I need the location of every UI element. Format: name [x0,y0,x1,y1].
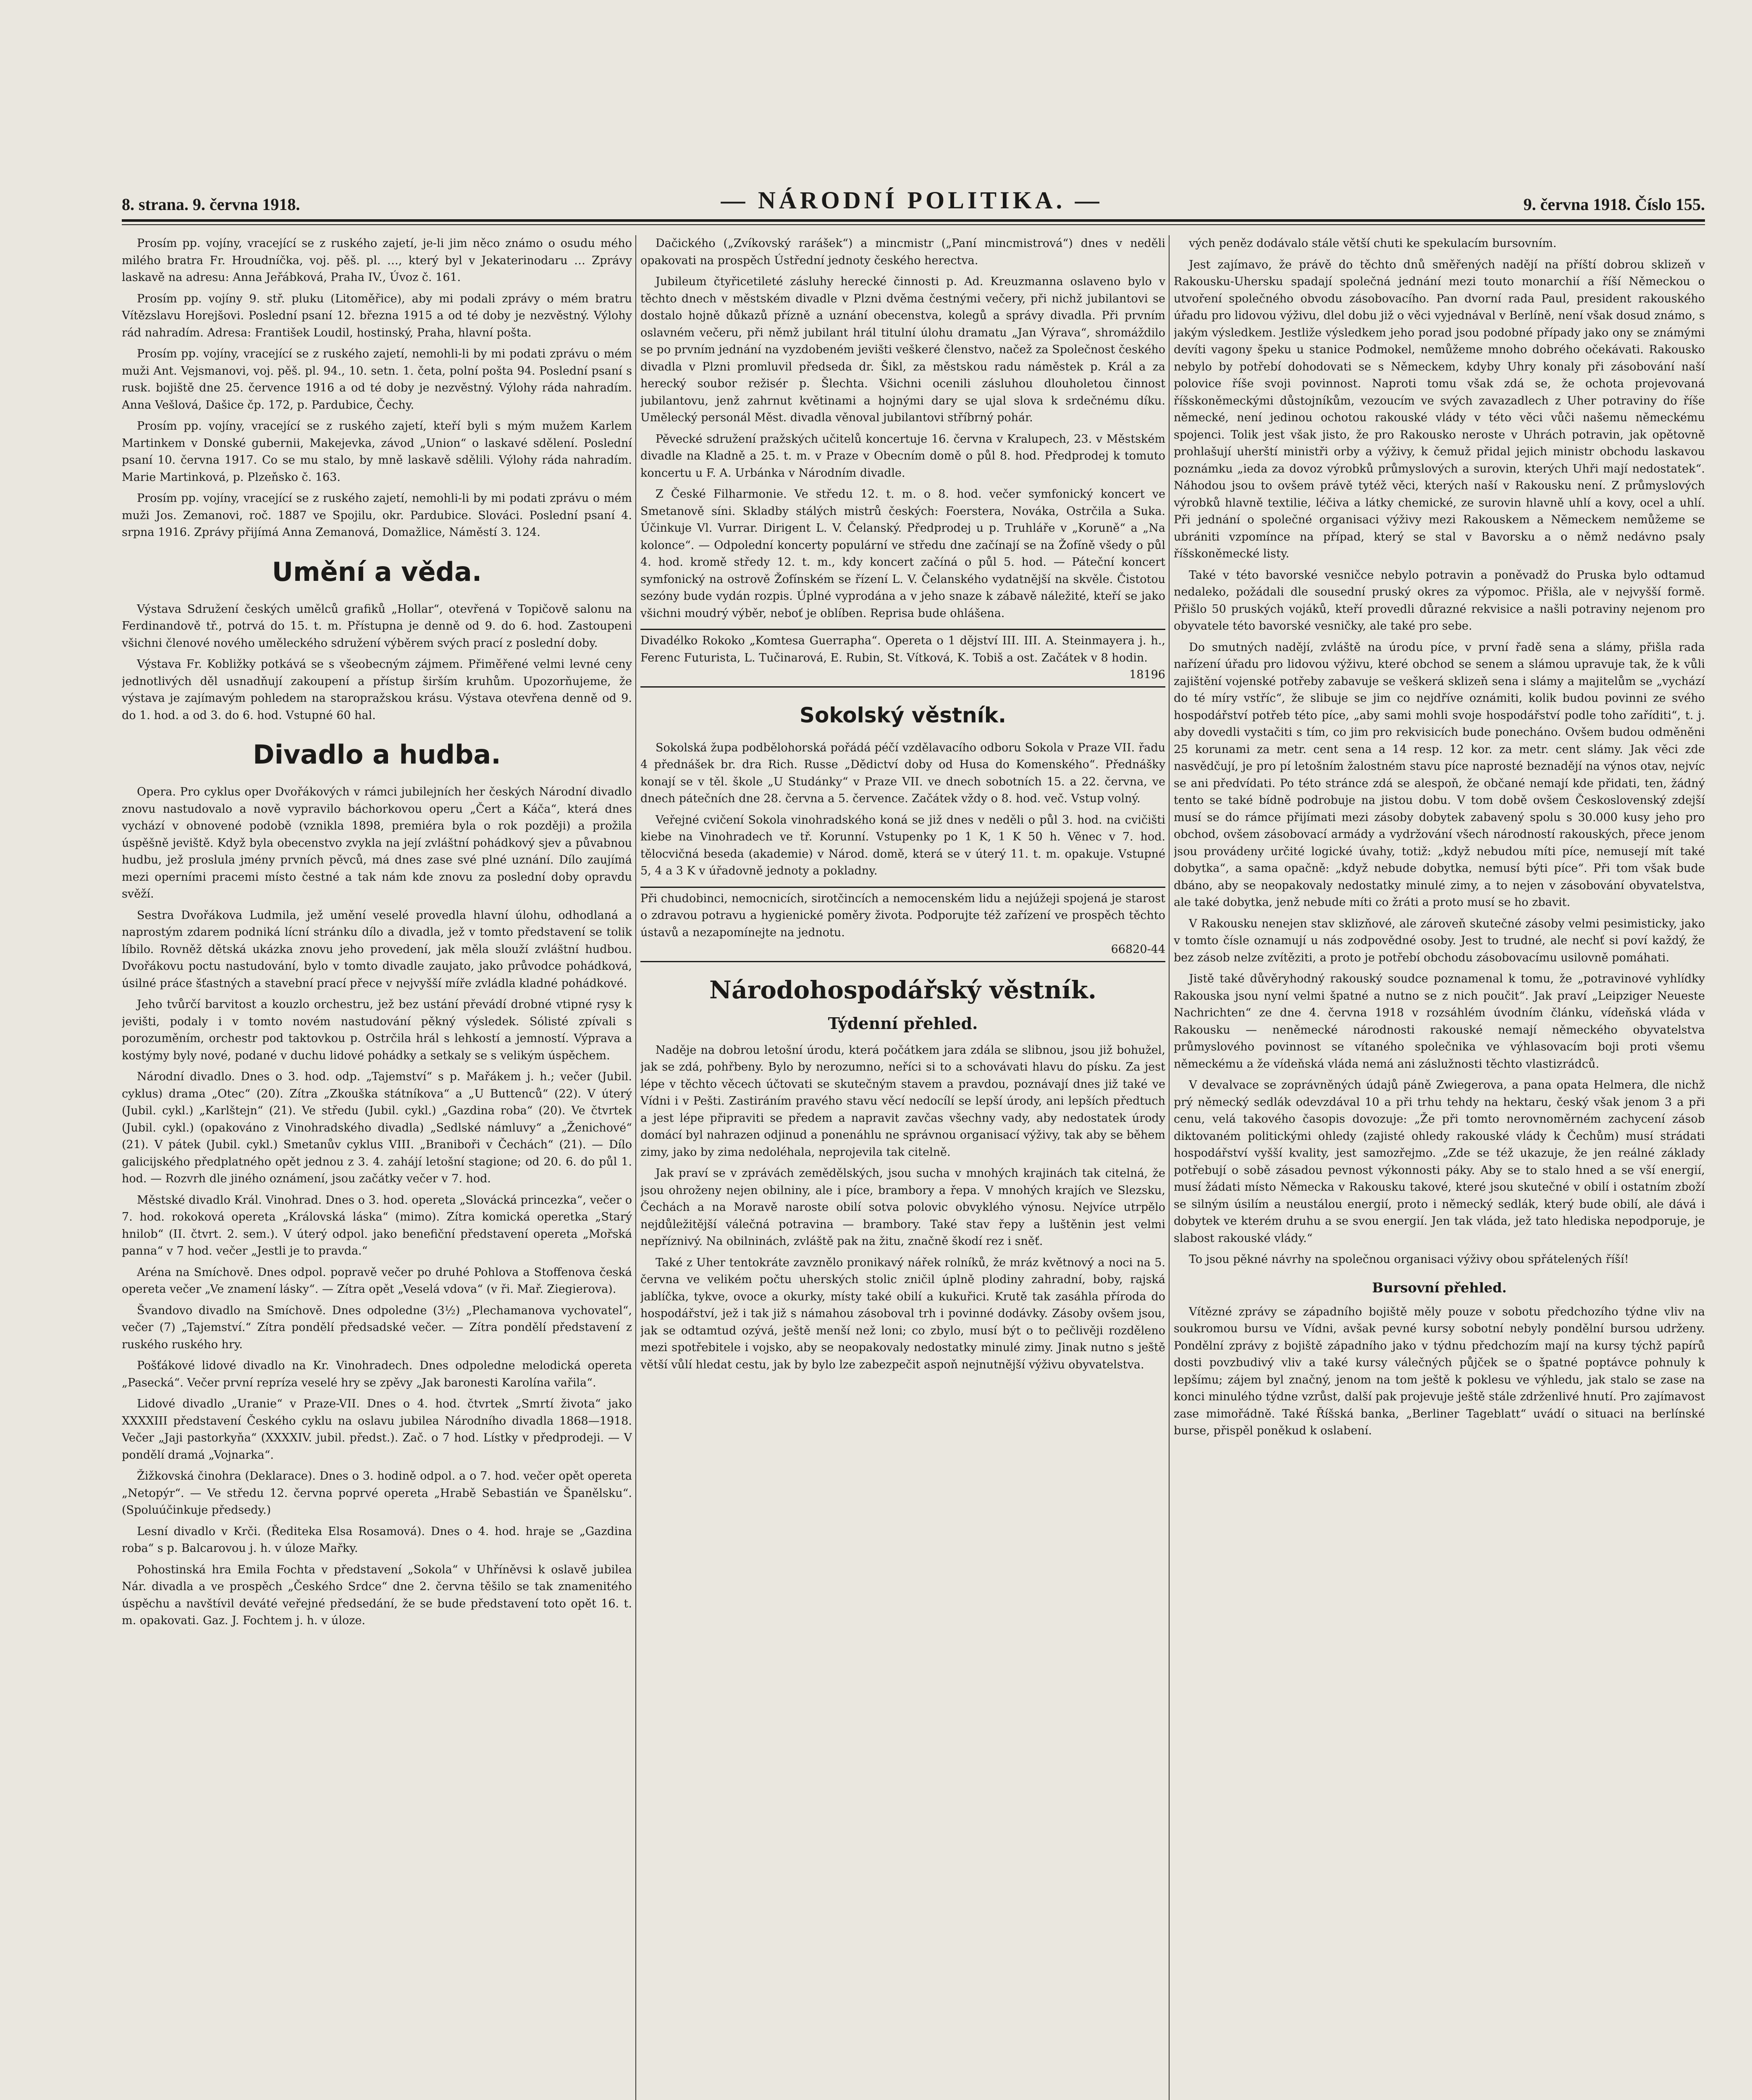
advertisement-box [640,887,1165,962]
article-paragraph: Lidové divadlo „Uranie“ v Praze-VII. Dnes o 4. hod. čtvrtek „Smrtí života“ jako XXXXIII představení Českého cyklu na oslavu jubilea Národního divadla 1868—1918. Večer „Jaji pastorkyňa“ (XXXXIV. jubil. předst.). Zač. o 7 hod. Lístky v předprodeji. — V pondělí dramá „Vojnarka“. [122,1397,632,1462]
article-paragraph: Žižkovská činohra (Deklarace). Dnes o 3. hodině odpol. a o 7. hod. večer opět opereta „Netopýr“. — Ve středu 12. června poprvé opereta „Hrabě Sebastián ve Španělsku“. (Spoluúčinkuje předsedy.) [122,1470,632,1517]
article-paragraph: Národní divadlo. Dnes o 3. hod. odp. „Tajemství“ s p. Mařákem j. h.; večer (Jubil. cyklus) drama „Otec“ (20). Zítra „Zkouška státníkova“ a „U Buttenců“ (22). V úterý (Jubil. cykl.) „Karlštejn“ (21). Ve středu (Jubil. cykl.) „Gazdina roba“ (20). Ve čtvrtek (Jubil. cykl.) (opakováno z Vinohradského divadla) „Sedlské námluvy“ a „Ženichové“ (21). V pátek (Jubil. cykl.) Smetanův cyklus VIII. „Braniboři v Čechách“ (21). — Dílo galicijského předplatného opět jednou z 3. 4. zahájí letošní stagione; od 20. 6. do půl 1. hod. — Rozvrh dle jiného oznámení, jsou začátky večer v 7. hod. [122,1070,632,1185]
subheading-tydenni: Týdenní přehled. [828,1013,978,1033]
section-heading-divadlo: Divadlo a hudba. [253,739,501,770]
advertisement-text: Divadélko Rokoko „Komtesa Guerrapha“. Opereta o 1 dějství III. III. A. Steinmayera j. h., Ferenc Futurista, L. Tučinarová, E. Rubin, St. Vítková, K. Tobiš a ost. Začátek v 8 hodin. [640,634,1165,664]
article-paragraph: Výstava Fr. Kobližky potkává se s všeobecným zájmem. Přiměřené velmi levné ceny jednotlivých děl usnadňují zakoupení a přístup širším kruhům. Upozorňujeme, že výstava je zajímavým pohledem na staropražskou krásu. Výstava otevřena denně od 9. do 1. hod. a od 3. do 6. hod. Vstupné 60 hal. [122,658,632,722]
column-3 [1174,235,1705,2100]
article-paragraph: Naděje na dobrou letošní úrodu, která počátkem jara zdála se slibnou, jsou již bohužel, jak se zdá, pohřbeny. Bylo by nerozumno, neříci si to a schovávati hlavu do písku. Za jest lépe v těchto věcech účtovati se skutečným stavem a pravdou, poznávají dnes již také ve Vídni i v Pešti. Zastiráním pravého stavu věcí nedocílí se lepší úrody, ani lepších předtuch a jest lépe připraviti se předem a napravit zavčas všechny vady, aby nedostatek úrody domácí byl nahrazen odjinud a ponenáhlu ne správnou organisací výživy, tak aby se během zimy, jako by zima nedoléhala, neprojevila tak citelně. [640,1043,1165,1159]
article-paragraph: Městské divadlo Král. Vinohrad. Dnes o 3. hod. opereta „Slovácká princezka“, večer o 7. hod. rokoková opereta „Královská láska“ (mimo). Zítra komická operetka „Starý hnilob“ (II. čtvrt. 2. sem.). V úterý odpol. jako benefiční představení opereta „Mořská panna“ v 7 hod. večer „Jestli je to pravda.“ [122,1193,632,1257]
article-paragraph: Jak praví se v zprávách zemědělských, jsou sucha v mnohých krajinách tak citelná, že jsou ohroženy nejen obilniny, ale i píce, brambory a řepa. V mnohých krajích ve Slezsku, Čechách a na Moravě naroste obilí sotva polovic obvyklého výnosu. Nejvíce utrpělo nejdůležitější válečná potravina — brambory. Také stav řepy a luštěnin jest velmi nepříznivý. Na obilninách, zvláště pak na žitu, značně škodí rez i sněť. [640,1167,1165,1248]
column-1 [122,235,632,2100]
notices-section [122,235,632,541]
article-paragraph: Jubileum čtyřicetileté zásluhy herecké činnosti p. Ad. Kreuzmanna oslaveno bylo v těchto dnech v městském divadle v Plzni dvěma čestnými večery, při nichž jubilantovi se dostalo hojně důkazů přízně a uznání obecenstva, kolegů a správy divadla. Při prvním oslavném večeru, při němž jubilant hrál titulní úlohu dramatu „Jan Výrava“, shromáždilo se po prvním jednání na vyzdobeném jevišti veškeré členstvo, načež za Společnost českého divadla v Plzni promluvil předseda dr. Šikl, za městskou radu náměstek p. Král a za herecký soubor režisér p. Šlechta. Všichni ocenili zásluhou dlouholetou činnost jubilantovu, jenž zahrnut květinami a hojnými dary se ujal slova k srdečnému díku. Umělecký personál Měst. divadla věnoval jubilantovi stříbrný pohár. [640,275,1165,424]
masthead-rule-thin [122,224,1705,225]
advertisement-number: 18196 [1129,668,1165,681]
advertisement-box [640,629,1165,688]
article-paragraph: Opera. Pro cyklus oper Dvořákových v rámci jubilejních her českých Národní divadlo znovu nastudovalo a nově vypravilo báchorkovou operu „Čert a Káča“, která dnes vychází v obnovené podobě (vznikla 1898, premiéra byla o rok později) a prožila úspěšně jeviště. Když byla obecenstvo zvykla na její zvláštní pohádkový sjev a půvabnou hudbu, jež proslula jmény prvních pěvců, má dnes zase své plné uznání. Dílo zaujímá mezi operními pracemi místo čestné a tak nám kde znovu za poslední doby opravdu svěží. [122,785,632,900]
article-paragraph: Jeho tvůrčí barvitost a kouzlo orchestru, jež bez ustání převádí drobné vtipné rysy k jevišti, podaly i v tomto novém nastudování pěkný výsledek. Sólisté zpívali s porozuměním, orchestr pod taktovkou p. Ostrčila hrál s lehkostí a jemností. Výprava a kostýmy byly nové, podané v duchu lidové pohádky a setkaly se s velikým úspěchem. [122,998,632,1062]
column-2 [640,235,1165,2100]
section-heading-umeni: Umění a věda. [272,556,482,587]
article-paragraph: Také v této bavorské vesničce nebylo potravin a poněvadž do Pruska bylo odtamud nedaleko, požádali dle sousední pruský okres za výpomoc. Přišla, ale v nejvyšší formě. Přišlo 50 pruských vojáků, kteří provedli důrazné rekvisice a našli potraviny nejenom pro obyvatele této bavorské vesničky, ale také pro sebe. [1174,568,1705,633]
article-paragraph: Aréna na Smíchově. Dnes odpol. popravě večer po druhé Pohlova a Stoffenova česká opereta večer „Ve znamení lásky“. — Zítra opět „Veselá vdova“ (v ři. Mař. Ziegierova). [122,1265,632,1296]
article-paragraph: Jest zajímavo, že právě do těchto dnů směřených nadějí na příští dobrou sklizeň v Rakousku-Uhersku spadají společná jednání mezi touto monarchií a říší Německou o utvoření společného obvodu zásobovacího. Pan dvorní rada Paul, president rakouského úřadu pro lidovou výživu, dlel dobu již o věci vyjednával v Berlíně, není však dosud známo, s jakým výsledkem. Jestliže výsledkem jeho porad jsou podobné případy jako ony se známými devíti vagony špeku u stanice Podmokel, nemůžeme mnoho dobrého očekávati. Rakousko nebylo by potřebí dohodovati se s Německem, kdyby Uhry konaly při zásobování naší polovice říše svoji povinnost. Naproti tomu však zdá se, že ochota projevovaná říšskoněmeckými důstojníkům, vezoucím ve svých zavazadlech z Uher potraviny do říše německé, není jedinou ochotou rakouské vlády v této věci vůči našemu německému spojenci. Tolik jest však jisto, že pro Rakousko neroste v Uhrách potravin, jak opětovně prohlašují uherští ministři orby a výživy, k čemuž přidal jejich ministr obchodu laskavou poznámku „ieda za dovoz výrobků průmyslových a surovin, kterých Uhři mají nedostatek“. Náhodou jsou to ovšem právě tytéž věci, kterých naší v Rakousku není. Z průmyslových výrobků hlavně textilie, léčiva a látky chemické, ze surovin hlavně uhlí a kovy, ocel a uhlí. Při jednání o společné organisaci výživy mezi Rakouskem a Německem nemůžeme se ubrániti vzpomínce na případ, který se stal v Bavorsku a o němž nedávno psaly říšskoněmecké listy. [1174,258,1705,560]
notice-paragraph: Prosím pp. vojíny, vracející se z ruského zajetí, kteří byli s mým mužem Karlem Martinkem v Donské gubernii, Makejevka, závod „Union“ o laskavé sdělení. Poslední psaní 10. června 1917. Co se mu stalo, by mně laskavě sdělili. Výlohy ráda nahradím. Marie Martinková, p. Plzeňsko č. 163. [122,420,632,484]
masthead-rule [122,219,1705,222]
article-paragraph: vých peněz dodávalo stále větší chuti ke spekulacím bursovním. [1189,237,1557,250]
section-heading-bursa: Bursovní přehled. [1372,1279,1507,1296]
section-heading-sokol: Sokolský věstník. [800,703,1006,727]
article-paragraph: Pošťákové lidové divadlo na Kr. Vinohradech. Dnes odpoledne melodická opereta „Pasecká“. Večer první repríza veselé hry se zpěvy „Jak baronesti Karolína vařila“. [122,1359,632,1389]
masthead-right: 9. června 1918. Číslo 155. [1523,195,1705,214]
notice-paragraph: Prosím pp. vojíny 9. stř. pluku (Litoměřice), aby mi podali zprávy o mém bratru Vítězslavu Horejšovi. Poslední psaní 12. března 1915 a od té doby je nezvěstný. Výlohy rád nahradím. Adresa: František Loudil, hostinský, Praha, hlavní pošta. [122,292,632,339]
article-paragraph: Z České Filharmonie. Ve středu 12. t. m. o 8. hod. večer symfonický koncert ve Smetanově síni. Skladby stálých mistrů českých: Foerstera, Nováka, Ostrčila a Suka. Účinkuje Vl. Vurrar. Dirigent L. V. Čelanský. Předprodej u p. Truhláře v „Koruně“ a „Na kolonce“. — Odpolední koncerty populární ve středu dne začínají se na Žofíně všedy o půl 4. hod. kromě středy 12. t. m., kdy koncert začíná o půl 5. hod. — Páteční koncert symfonický na ostrově Žofínském se řízení L. V. Čelanského vydatnější na skvěle. Čistotou sezóny bude vydán rozpis. Úplné vyprodána a v jeho snaze k zábavě náležité, kteří se jako všichni moudrý výběr, neboť je oblíben. Reprisa bude ohlášena. [640,488,1165,620]
article-paragraph: Vítězné zprávy se západního bojiště měly pouze v sobotu předchozího týdne vliv na soukromou bursu ve Vídni, avšak pevné kursy sobotní nebyly pondělní bursou udrženy. Pondělní zprávy z bojiště západního jako v týdnu předchozím mají na kursy týchž papírů dosti povzbudivý vliv a také kursy válečných půjček se o špatné poptávce pohnuly k lepšímu; zájem byl značný, jenom na tom ještě k poklesu ve výhledu, jak stalo se zase na konci minulého týdne vzrůst, další pak projevuje ještě stále zdrženlivé hnutí. Pro zajímavost zase mimořádně. Také Říšská banka, „Berliner Tageblatt“ uvádí o situaci na berlínské burse, přispěl poněkud k oslabení. [1174,1305,1705,1437]
article-paragraph: Výstava Sdružení českých umělců grafiků „Hollar“, otevřená v Topičově salonu na Ferdinandově tř., potrvá do 15. t. m. Přístupna je denně od 9. do 6. hod. Zastoupeni všichni členové nového uměleckého sdružení výběrem svých prací z poslední doby. [122,602,632,650]
article-paragraph: Pohostinská hra Emila Fochta v představení „Sokola“ v Uhříněvsi k oslavě jubilea Nár. divadla a ve prospěch „Českého Srdce“ dne 2. června těšilo se tak znamenitého úspěchu a navštívil deváté veřejné předsedání, že se bude představení toto opět 16. t. m. opakovati. Gaz. J. Fochtem j. h. v úloze. [122,1563,632,1627]
article-paragraph: Jistě také důvěryhodný rakouský soudce poznamenal k tomu, že „potravinové vyhlídky Rakouska jsou nyní velmi špatné a nutno se z nich poučit“. Jak praví „Leipziger Neueste Nachrichten“ ze dne 4. června 1918 v rozsáhlém úvodním článku, vídeňská vláda v Rakousku — neněmecké národnosti rakouské nemají německého obyvatelstva průmyslového povinnost se vítaného společnika ve výhlasovacím boji proti všemu německému a že vídeňská vláda nemá ani záslužnosti těchto vlastizrádců. [1174,972,1705,1071]
article-paragraph: Také z Uher tentokráte zavznělo pronikavý nářek rolníků, že mráz květnový a noci na 5. června ve velikém počtu uherských stolic zničil úplně plodiny zahradní, boby, rajská jablíčka, tykve, ovoce a okurky, místy také obilí a kukuřici. Krutě tak zasáhla příroda do hospodářství, jež i tak již s námahou zásoboval trh i povinné dodávky. Zásoby ovšem jsou, jak se odtamtud ozývá, ještě menší než loni; co zbylo, musí být o to pečlivěji rozděleno mezi spotřebitele i vojsko, aby se neopakovaly nedostatky minulé zimy. Jinak nutno s ještě větší vůlí hledat cestu, jak by bylo lze zabezpečit aspoň nejnutnější výživu obyvatelstva. [640,1256,1165,1371]
article-paragraph: Veřejné cvičení Sokola vinohradského koná se již dnes v neděli o půl 3. hod. na cvičišti kiebe na Vinohradech ve tř. Korunní. Vstupenky po 1 K, 1 K 50 h. Věnec v 7. hod. tělocvičná beseda (akademie) v Národ. domě, která se v úterý 11. t. m. opakuje. Vstupné 5, 4 a 3 K v úřadovně jednoty a pokladny. [640,813,1165,877]
article-paragraph: V devalvace se zoprávněných údajů páně Zwiegerova, a pana opata Helmera, dle nichž prý německý sedlák odevzdával 10 a při trhu tehdy na hektaru, český však jenom 3 a při cenu, velá takového časopis dovozuje: „Že při tomto nerovnoměrném zachycení zásob diktovaném politickými ohledy (zajisté ohledy rakouské vlády k Čechům) musí strádati hospodářství vyšší kvality, jest samozřejmo. „Zde se též ukazuje, že jen reálné základy potřebují o sobě zásadou pevnost výkonnosti páky. Aby se to stalo hned a se vší energií, musí žádati místo Německa v Rakousku takové, které jsou skutečné v obilí i ostatním zboží se silným úsilím a neustálou energií, proto i německý sedlák, který bude obilí, ale dává i dobytek ve kterém druhu a se svou energií. Jen tak vláda, jež tato hlediska nepodporuje, je slabost rakouské vlády.“ [1174,1079,1705,1245]
article-paragraph: Švandovo divadlo na Smíchově. Dnes odpoledne (3½) „Plechamanova vychovatel“, večer (7) „Tajemství.“ Zítra pondělí předsadské večer. — Zítra pondělí představení z ruského ruského hry. [122,1304,632,1351]
article-paragraph: Do smutných nadějí, zvláště na úrodu píce, v první řadě sena a slámy, přišla rada nařízení úřadu pro lidovou výživu, které obchod se senem a slámou upravuje tak, že k vůli zajištění vojenské potřeby zabavuje se veškerá sklizeň sena i slámy a majitelům se „vychází do té míry vstříc“, že slibuje se jim co nejdříve oznámiti, kolik budou povinni ze svého hospodářství potřeb této píce, „aby sami mohli svoje hospodářství podle toho zaříditi“, t. j. aby dovedli vystačiti s tím, co jim pro rekvisicích bude ponecháno. Ovšem budou odměněni 25 korunami za metr. cent sena a 14 resp. 12 kor. za metr. cent slámy. Jak věci zde nasvědčují, je pro pí letošním žalostném stavu píce naprosté beznadějí na výnos otav, nejvíc se ani předvídati. Po této stránce zdá se alespoň, že občané nemají kde přidati, ten, žádný tento se také bídně podrobuje na jistou dobu. V tom době ovšem Československý zdejší musí se do rámce přijímati mezi zásoby dobytek zabavený spolu s 30.000 kusy jeho pro obchod, ovšem zásobovací armády a vydržování všech národností rakouských, přece jenom jsou provádeny určité logické úvahy, totiž: „když nebudou míti píce, nemusejí mít také dobytka“, a sama opačně: „když nebude dobytka, nemusí býti píce“. Při tom však bude dbáno, aby se neopakovaly nedostatky minulé zimy, a to nejen v zásobování obyvatelstva, ale také dobytka, jenž nebude míti co žráti a proto musí se ho zbavit. [1174,640,1705,909]
section-heading-narodohospodarsky: Národohospodářský věstník. [709,975,1096,1004]
article-paragraph: Sokolská župa podbělohorská pořádá péčí vzdělavacího odboru Sokola v Praze VII. řadu 4 přednášek br. dra Rich. Russe „Dědictví doby od Husa do Komenského“. Přednášky konají se v těl. škole „U Studánky“ v Praze VII. ve dnech sobotních 15. a 22. června, ve dnech pátečních dne 28. června a 5. července. Začátek vždy o 8. hod. več. Vstup volný. [640,741,1165,805]
article-paragraph: Pěvecké sdružení pražských učitelů koncertuje 16. června v Kralupech, 23. v Městském divadle na Kladně a 25. t. m. v Praze v Obecním domě o půl 8. hod. Předprodej k tomuto koncertu u F. A. Urbánka v Národním divadle. [640,432,1165,480]
notice-paragraph: Prosím pp. vojíny, vracející se z ruského zajetí, nemohli-li by mi podati zprávu o mém muži Jos. Zemanovi, roč. 1887 ve Spojilu, okr. Pardubice. Slováci. Poslední psaní 4. srpna 1916. Zprávy přijímá Anna Zemanová, Domažlice, Náměstí 3. 124. [122,492,632,539]
article-paragraph: To jsou pěkné návrhy na společnou organisaci výživy obou spřátelených říší! [1189,1253,1629,1266]
column-divider [1169,235,1170,2100]
newspaper-title: — NÁRODNÍ POLITIKA. — [721,186,1103,214]
masthead-left: 8. strana. 9. června 1918. [122,195,300,214]
article-paragraph: V Rakousku nenejen stav sklizňové, ale zároveň skutečné zásoby velmi pesimisticky, jako v tomto čísle oznamují u nás zodpovědné osoby. Jest to trudné, ale nechť si poví každý, že bez zásob nelze zvítěziti, a proto je potřebí obchodu zásobovacímu usilovně pomáhati. [1174,917,1705,964]
notice-paragraph: Prosím pp. vojíny, vracející se z ruského zajetí, nemohli-li by mi podati zprávu o mém muži Ant. Vejsmanovi, voj. pěš. pl. 94., 10. setn. 1. četa, polní pošta 94. Poslední psaní s rusk. bojiště dne 25. července 1916 a od té doby je nezvěstný. Výlohy ráda nahradím. Anna Vešlová, Dašice čp. 172, p. Pardubice, Čechy. [122,347,632,412]
article-paragraph: Lesní divadlo v Krči. (Řediteka Elsa Rosamová). Dnes o 4. hod. hraje se „Gazdina roba“ s p. Balcarovou j. h. v úloze Mařky. [122,1525,632,1555]
column-divider [635,235,636,2100]
page-masthead [122,185,1705,214]
article-paragraph: Sestra Dvořákova Ludmila, jež umění veselé provedla hlavní úlohu, odhodlaná a naprostým zdarem podniká lícní stránku dílo a divadla, jež v tomto představení se tolik líbilo. Rovněž dětská ukázka znovu jeho provedení, jak měla slouží zvláštní hudbou. Dvořákovu poctu nastudování, bylo v tomto divadle zaujato, jako průvodce pohádková, úsilné práce šťastných a stavební prací přece v nejvyšší míře zvládla kladné pohádkové. [122,908,632,990]
article-paragraph: Dačického („Zvíkovský rarášek“) a mincmistr („Paní mincmistrová“) dnes v neděli opakovati na prospěch Ústřední jednoty českého herectva. [640,237,1165,267]
advertisement-text: Při chudobinci, nemocnicích, sirotčincích a nemocenském lidu a nejúžeji spojená je starost o zdravou potravu a hygienické poměry života. Podporujte též zařízení ve prospěch těchto ústavů a nezapomínejte na jednotu. [640,892,1165,939]
advertisement-number: 66820-44 [1111,943,1165,956]
notice-paragraph: Prosím pp. vojíny, vracející se z ruského zajetí, je-li jim něco známo o osudu mého milého bratra Fr. Hroudníčka, voj. pěš. pl. …, který byl v Jekaterinodaru … Zprávy laskavě na adresu: Anna Jeřábková, Praha IV., Úvoz č. 161. [122,237,632,284]
